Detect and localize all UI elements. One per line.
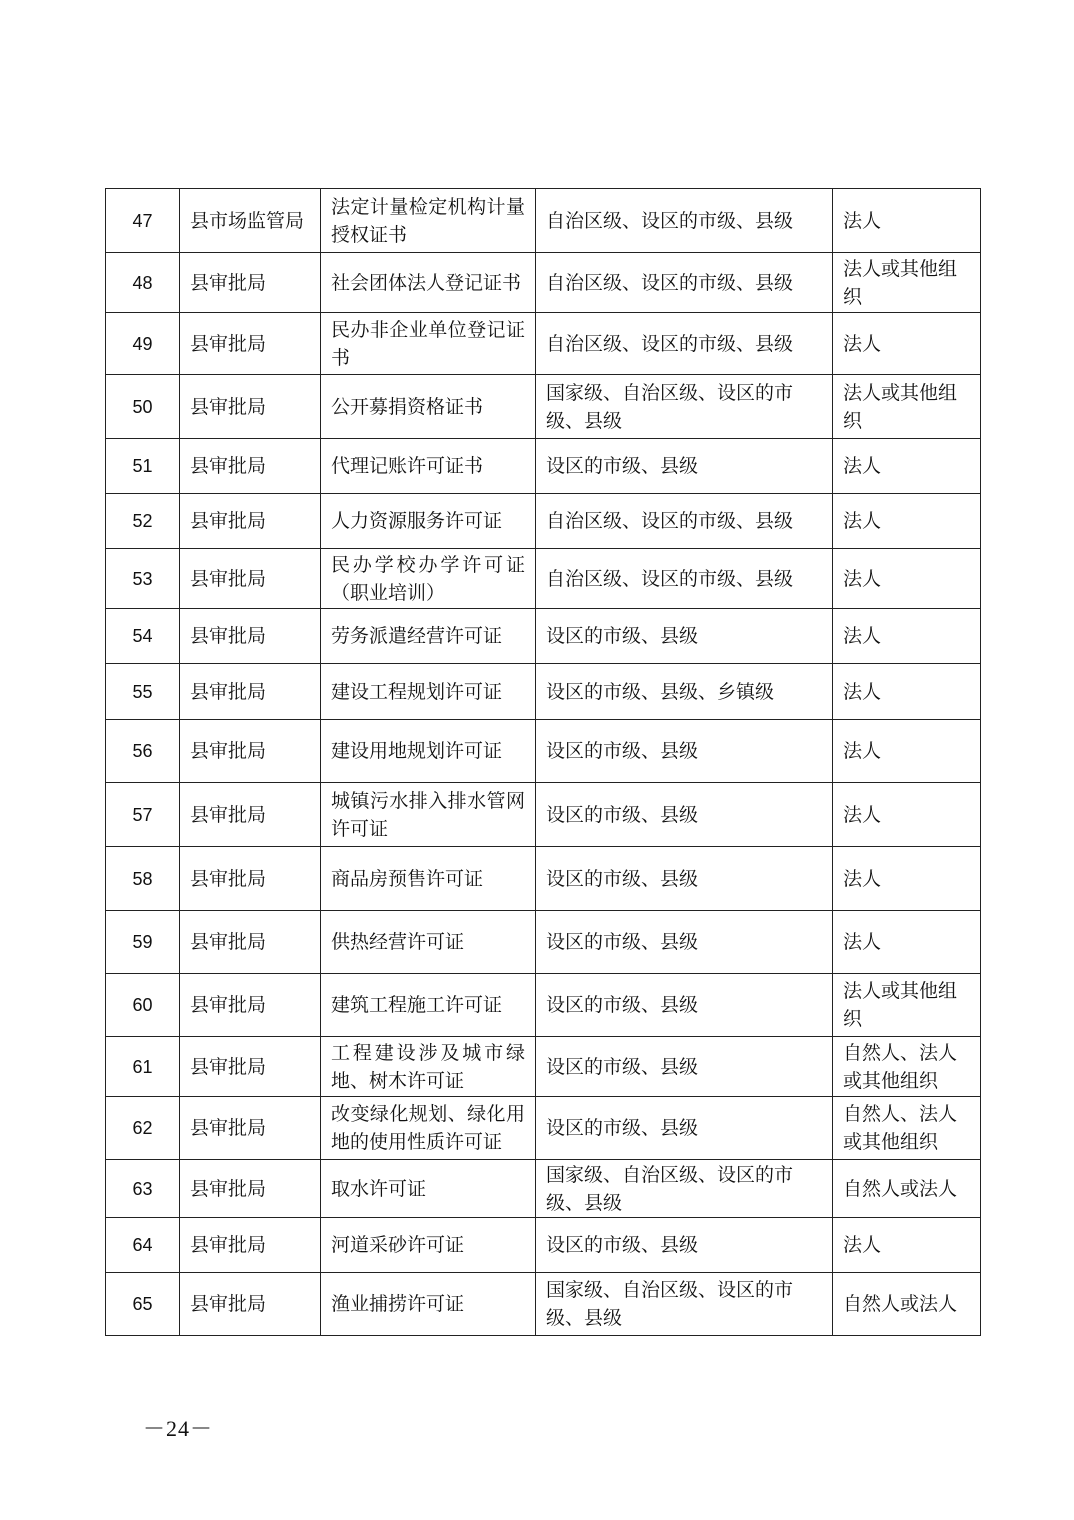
cell-certificate-name: 河道采砂许可证 [321,1218,536,1273]
cell-department: 县审批局 [180,439,321,494]
license-table [105,188,981,1336]
cell-certificate-name: 社会团体法人登记证书 [321,253,536,313]
cell-issuing-level: 设区的市级、县级 [536,847,833,911]
table-row [106,494,981,549]
cell-issuing-level: 自治区级、设区的市级、县级 [536,189,833,253]
cell-department: 县审批局 [180,847,321,911]
cell-department: 县审批局 [180,720,321,783]
cell-holder-type: 法人 [833,439,981,494]
cell-department: 县审批局 [180,664,321,720]
cell-certificate-name: 城镇污水排入排水管网许可证 [321,783,536,847]
cell-holder-type: 法人 [833,720,981,783]
cell-department: 县审批局 [180,609,321,664]
cell-issuing-level: 自治区级、设区的市级、县级 [536,253,833,313]
table-row [106,664,981,720]
cell-holder-type: 自然人、法人或其他组织 [833,1037,981,1097]
cell-issuing-level: 设区的市级、县级、乡镇级 [536,664,833,720]
cell-certificate-name: 建设用地规划许可证 [321,720,536,783]
cell-number: 57 [106,783,180,847]
cell-holder-type: 法人 [833,549,981,609]
cell-certificate-name: 供热经营许可证 [321,911,536,974]
cell-certificate-name: 人力资源服务许可证 [321,494,536,549]
cell-certificate-name: 民办学校办学许可证（职业培训） [321,549,536,609]
table-row [106,783,981,847]
table-row [106,1218,981,1273]
cell-certificate-name: 改变绿化规划、绿化用地的使用性质许可证 [321,1097,536,1160]
cell-issuing-level: 设区的市级、县级 [536,609,833,664]
cell-certificate-name: 建筑工程施工许可证 [321,974,536,1037]
page-number: －24－ [143,1416,214,1441]
cell-certificate-name: 商品房预售许可证 [321,847,536,911]
cell-number: 47 [106,189,180,253]
cell-holder-type: 法人 [833,494,981,549]
cell-certificate-name: 取水许可证 [321,1160,536,1218]
cell-holder-type: 法人 [833,911,981,974]
cell-number: 60 [106,974,180,1037]
cell-number: 59 [106,911,180,974]
cell-department: 县审批局 [180,375,321,439]
cell-department: 县审批局 [180,974,321,1037]
cell-holder-type: 法人 [833,189,981,253]
cell-holder-type: 自然人或法人 [833,1160,981,1218]
cell-holder-type: 自然人、法人或其他组织 [833,1097,981,1160]
table-row [106,1037,981,1097]
cell-holder-type: 法人 [833,783,981,847]
cell-department: 县审批局 [180,494,321,549]
cell-number: 61 [106,1037,180,1097]
table-row [106,911,981,974]
cell-holder-type: 法人或其他组织 [833,974,981,1037]
table-row [106,549,981,609]
cell-holder-type: 自然人或法人 [833,1273,981,1336]
cell-department: 县审批局 [180,549,321,609]
cell-issuing-level: 设区的市级、县级 [536,974,833,1037]
cell-number: 48 [106,253,180,313]
cell-holder-type: 法人 [833,664,981,720]
table-row [106,720,981,783]
cell-certificate-name: 公开募捐资格证书 [321,375,536,439]
cell-department: 县市场监管局 [180,189,321,253]
license-table-body [106,189,981,1336]
cell-issuing-level: 设区的市级、县级 [536,1037,833,1097]
table-row [106,375,981,439]
cell-issuing-level: 国家级、自治区级、设区的市级、县级 [536,1273,833,1336]
cell-issuing-level: 设区的市级、县级 [536,783,833,847]
cell-department: 县审批局 [180,911,321,974]
table-row [106,1097,981,1160]
cell-holder-type: 法人 [833,609,981,664]
cell-holder-type: 法人或其他组织 [833,375,981,439]
table-row [106,1273,981,1336]
cell-holder-type: 法人 [833,847,981,911]
cell-holder-type: 法人或其他组织 [833,253,981,313]
cell-issuing-level: 自治区级、设区的市级、县级 [536,313,833,375]
cell-issuing-level: 设区的市级、县级 [536,439,833,494]
table-row [106,189,981,253]
cell-number: 64 [106,1218,180,1273]
cell-issuing-level: 自治区级、设区的市级、县级 [536,494,833,549]
table-row [106,847,981,911]
cell-number: 55 [106,664,180,720]
cell-number: 53 [106,549,180,609]
cell-number: 62 [106,1097,180,1160]
table-row [106,609,981,664]
table-row [106,253,981,313]
cell-certificate-name: 渔业捕捞许可证 [321,1273,536,1336]
cell-number: 56 [106,720,180,783]
table-row [106,313,981,375]
cell-issuing-level: 设区的市级、县级 [536,1218,833,1273]
table-row [106,439,981,494]
cell-number: 54 [106,609,180,664]
cell-department: 县审批局 [180,313,321,375]
cell-number: 58 [106,847,180,911]
cell-issuing-level: 自治区级、设区的市级、县级 [536,549,833,609]
cell-issuing-level: 国家级、自治区级、设区的市级、县级 [536,1160,833,1218]
cell-number: 63 [106,1160,180,1218]
cell-certificate-name: 劳务派遣经营许可证 [321,609,536,664]
cell-department: 县审批局 [180,1273,321,1336]
cell-certificate-name: 工程建设涉及城市绿地、树木许可证 [321,1037,536,1097]
cell-certificate-name: 代理记账许可证书 [321,439,536,494]
cell-number: 52 [106,494,180,549]
cell-number: 49 [106,313,180,375]
cell-issuing-level: 国家级、自治区级、设区的市级、县级 [536,375,833,439]
cell-number: 65 [106,1273,180,1336]
cell-department: 县审批局 [180,253,321,313]
cell-issuing-level: 设区的市级、县级 [536,1097,833,1160]
table-row [106,974,981,1037]
cell-issuing-level: 设区的市级、县级 [536,720,833,783]
cell-holder-type: 法人 [833,1218,981,1273]
cell-holder-type: 法人 [833,313,981,375]
cell-certificate-name: 法定计量检定机构计量授权证书 [321,189,536,253]
cell-department: 县审批局 [180,1037,321,1097]
table-row [106,1160,981,1218]
cell-number: 51 [106,439,180,494]
cell-issuing-level: 设区的市级、县级 [536,911,833,974]
cell-department: 县审批局 [180,783,321,847]
cell-certificate-name: 建设工程规划许可证 [321,664,536,720]
cell-department: 县审批局 [180,1160,321,1218]
cell-department: 县审批局 [180,1218,321,1273]
cell-certificate-name: 民办非企业单位登记证书 [321,313,536,375]
cell-number: 50 [106,375,180,439]
cell-department: 县审批局 [180,1097,321,1160]
